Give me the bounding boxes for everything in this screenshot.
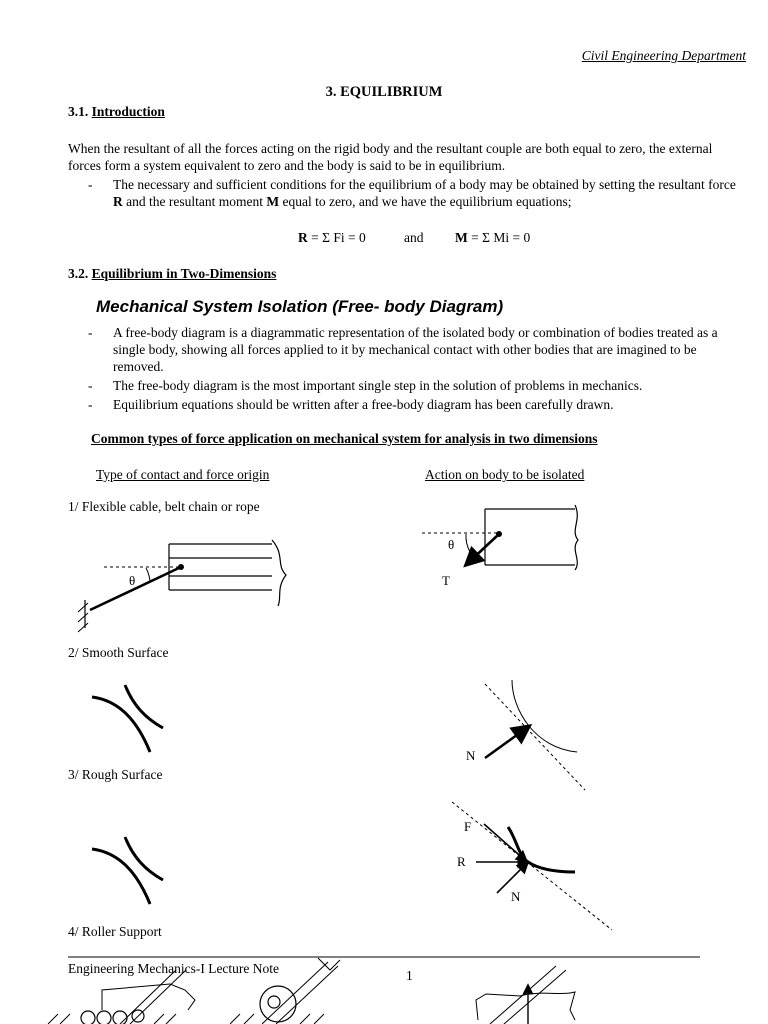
resultant-label: R: [457, 854, 466, 869]
item-label-smooth: 2/ Smooth Surface: [68, 645, 169, 660]
list-item: - The free-body diagram is the most important single step in the solution of problems in mechanics.: [88, 377, 748, 394]
bullet-text: The free-body diagram is the most important single step in the solution of problems in mechanics.: [113, 378, 643, 393]
bullet-text: Equilibrium equations should be written after a free-body diagram has been carefully drawn.: [113, 397, 614, 412]
smooth-fbd-figure: [466, 680, 585, 790]
cable-fbd-figure: [422, 505, 578, 588]
cable-contact-figure: [78, 540, 286, 632]
roller-support-figure-3: [476, 966, 575, 1024]
normal-force-label: N: [511, 889, 521, 904]
equilibrium-equation-moment: M = Σ Mi = 0: [455, 230, 531, 245]
bullet-text: The necessary and sufficient conditions for the equilibrium of a body may be obtained by setting the resultant force R and the resultant moment M equal to zero, and we have the equilibrium equations;: [113, 177, 736, 209]
rough-fbd-figure: [452, 802, 612, 930]
equilibrium-equation-force: R = Σ Fi = 0: [298, 230, 366, 245]
equation-connector: and: [404, 230, 424, 245]
item-label-rough: 3/ Rough Surface: [68, 767, 163, 782]
theta-label: θ: [448, 537, 455, 552]
column-header-right: Action on body to be isolated: [425, 467, 585, 482]
list-item: - Equilibrium equations should be written after a free-body diagram has been carefully drawn.: [88, 396, 748, 413]
footer-note: Engineering Mechanics-I Lecture Note: [68, 961, 280, 976]
table-heading: Common types of force application on mechanical system for analysis in two dimensions: [91, 431, 598, 446]
friction-label: F: [464, 819, 472, 834]
department-header: Civil Engineering Department: [581, 48, 746, 63]
fbd-subheading: Mechanical System Isolation (Free- body Diagram): [96, 297, 504, 316]
roller-support-figure-1: [48, 970, 195, 1024]
column-header-left: Type of contact and force origin: [96, 467, 270, 482]
intro-paragraph: When the resultant of all the forces acting on the rigid body and the resultant couple are both equal to zero, the external forces form a system equivalent to zero and the body is said to be in equilibrium.: [68, 141, 713, 173]
page-number: 1: [406, 968, 413, 983]
smooth-contact-figure: [92, 685, 163, 752]
chapter-title: 3. EQUILIBRIUM: [325, 84, 443, 100]
section-number: 3.1.: [68, 104, 89, 119]
item-label-roller: 4/ Roller Support: [68, 924, 162, 939]
rough-contact-figure: [92, 837, 163, 904]
section-title: Introduction: [91, 104, 165, 119]
item-label-cable: 1/ Flexible cable, belt chain or rope: [68, 499, 260, 514]
bullet-text: A free-body diagram is a diagrammatic representation of the isolated body or combination of bodies treated as a single body, showing all forces applied to it by mechanical contact with other bodies that are imagined to be removed.: [113, 325, 718, 374]
bullet-dash: -: [88, 177, 93, 192]
list-item: - A free-body diagram is a diagrammatic representation of the isolated body or combination of bodies treated as a single body, showing all forces applied to it by mechanical contact with other bodies that are imagined to be removed.: [88, 324, 748, 375]
normal-force-label: N: [466, 748, 476, 763]
section-number: 3.2.: [68, 266, 89, 281]
tension-label: T: [442, 573, 450, 588]
theta-label: θ: [129, 573, 136, 588]
section-title: Equilibrium in Two-Dimensions: [91, 266, 277, 281]
